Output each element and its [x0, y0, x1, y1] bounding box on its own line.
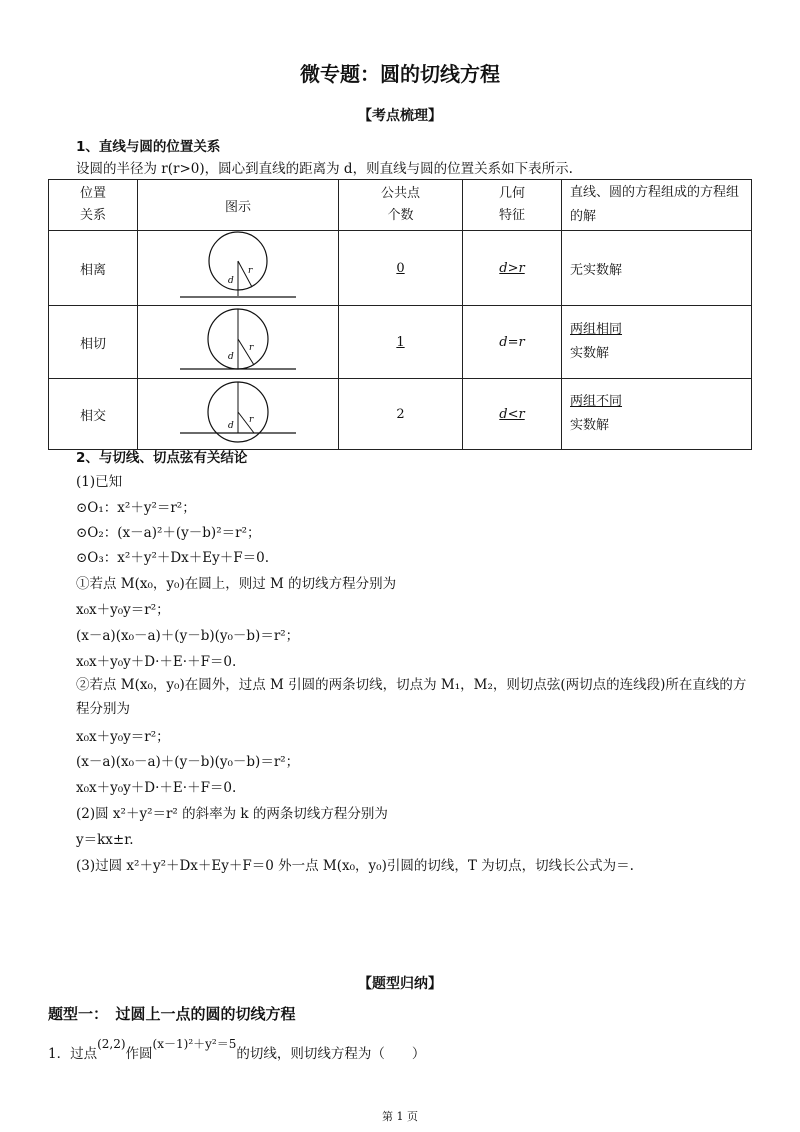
intro-text: 设圆的半径为 r(r>0)，圆心到直线的距离为 d，则直线与圆的位置关系如下表所示. [76, 161, 573, 177]
table-header: 位置 关系 [49, 180, 138, 231]
solution-cell [562, 379, 752, 450]
page-title: 微专题：圆的切线方程 [300, 62, 500, 86]
relation-cell: 相切 [49, 306, 138, 379]
label-r: r [249, 415, 254, 425]
text-line: x₀x＋y₀y＋D·＋E·＋F＝0. [76, 654, 237, 670]
table-header: 图示 [138, 180, 339, 231]
subheading-2: 2、与切线、切点弦有关结论 [76, 450, 248, 466]
table-row [49, 231, 752, 306]
question-circle: (x－1)²＋y²＝5 [152, 1037, 237, 1051]
text-line: ⊙O₃：x²＋y²＋Dx＋Ey＋F＝0. [76, 550, 270, 566]
label-d: d [228, 421, 234, 431]
text-line: (x－a)(x₀－a)＋(y－b)(y₀－b)＝r²； [76, 628, 300, 644]
paragraph: ②若点 M(x₀，y₀)在圆外，过点 M 引圆的两条切线，切点为 M₁，M₂，则切点弦(两切点的连线段)所在直线的方程分别为 [76, 677, 747, 717]
text-line: (3)过圆 x²＋y²＋Dx＋Ey＋F＝0 外一点 M(x₀，y₀)引圆的切线，T 为切点，切线长公式为＝. [76, 858, 634, 874]
text-line: (x－a)(x₀－a)＋(y－b)(y₀－b)＝r²； [76, 754, 300, 770]
solution-line: 无实数解 [570, 262, 623, 278]
diagram-cell [138, 379, 339, 450]
text-line: x₀x＋y₀y＝r²； [76, 602, 170, 618]
diagram-cell [138, 306, 339, 379]
table-header-row [49, 180, 752, 231]
question-prefix: 1．过点 [48, 1046, 98, 1062]
count-cell: 1 [339, 306, 463, 379]
question-mid: 作圆 [125, 1046, 153, 1062]
subheading-1: 1、直线与圆的位置关系 [76, 139, 221, 155]
text-line: x₀x＋y₀y＝r²； [76, 729, 170, 745]
text-line: ⊙O₂：(x－a)²＋(y－b)²＝r²； [76, 525, 261, 541]
label-r: r [248, 266, 253, 276]
feature-cell: d=r [463, 306, 562, 379]
table-header: 几何 特征 [463, 180, 562, 231]
label-r: r [249, 343, 254, 353]
table-row [49, 306, 752, 379]
solution-line: 实数解 [570, 346, 610, 361]
feature-cell: d>r [463, 231, 562, 306]
text-line: (1)已知 [76, 474, 123, 490]
solution-cell [562, 306, 752, 379]
count-cell: 2 [339, 379, 463, 450]
table-header: 公共点 个数 [339, 180, 463, 231]
label-d: d [228, 276, 234, 286]
feature-cell: d<r [463, 379, 562, 450]
relation-cell: 相交 [49, 379, 138, 450]
solution-line: 实数解 [570, 418, 610, 433]
solution-cell [562, 231, 752, 306]
question-point: (2,2) [97, 1037, 126, 1051]
section-heading-review: 【考点梳理】 [358, 108, 442, 124]
question-1 [48, 1037, 426, 1062]
text-line: (2)圆 x²＋y²＝r² 的斜率为 k 的两条切线方程分别为 [76, 806, 388, 822]
text-line: y＝kx±r. [76, 832, 134, 848]
page-footer: 第 1 页 [382, 1110, 418, 1123]
count-cell: 0 [339, 231, 463, 306]
table-row [49, 379, 752, 450]
question-suffix: 的切线，则切线方程为（ ） [236, 1046, 426, 1062]
text-line: ①若点 M(x₀，y₀)在圆上，则过 M 的切线方程分别为 [76, 576, 397, 592]
separate-diagram [178, 231, 298, 301]
label-d: d [228, 352, 234, 362]
table-header: 直线、圆的方程组成的方程组的解 [562, 180, 752, 231]
solution-line: 两组不同 [570, 394, 623, 409]
section-heading-types: 【题型归纳】 [358, 976, 442, 992]
type-heading-1: 题型一： 过圆上一点的圆的切线方程 [48, 1005, 296, 1023]
relation-cell: 相离 [49, 231, 138, 306]
diagram-cell [138, 231, 339, 306]
text-line: ⊙O₁：x²＋y²＝r²； [76, 500, 196, 516]
relation-table [48, 179, 752, 450]
intersect-diagram [178, 379, 298, 445]
tangent-diagram [178, 306, 298, 374]
solution-line: 两组相同 [570, 322, 623, 337]
text-line: x₀x＋y₀y＋D·＋E·＋F＝0. [76, 780, 237, 796]
